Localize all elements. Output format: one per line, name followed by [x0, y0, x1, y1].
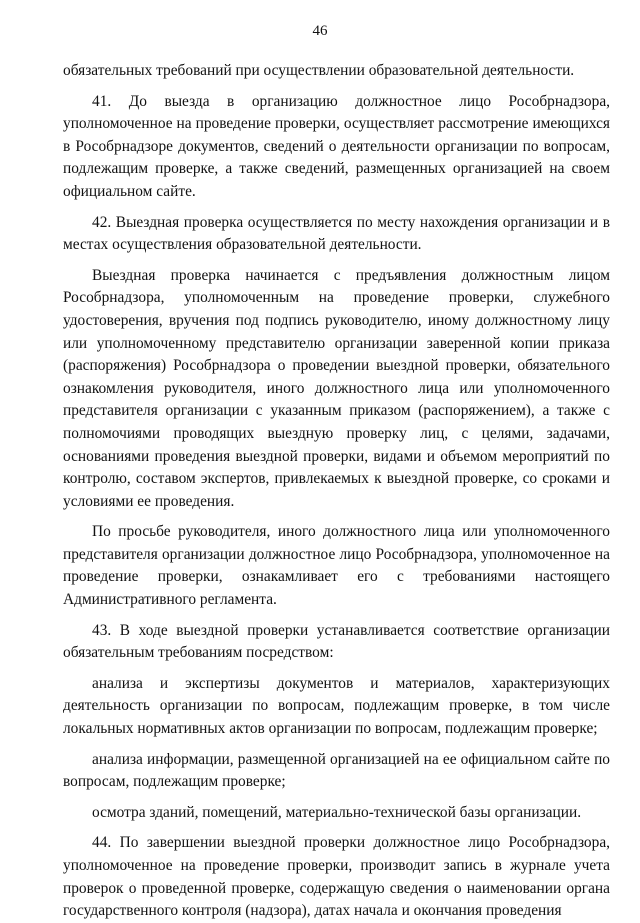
- paragraph-42-inspection-start: Выездная проверка начинается с предъявления должностным лицом Рособрнадзора, уполномоченным на проведение проверки, служебного удостоверения, вручения под подпись руководителю, иному должностному лицу или уполномоченному представителю организации заверенной копии приказа (распоряжения) Рособрнадзора о проведении выездной проверки, обязательного ознакомления руководителя, иного должностного лица или уполномоченного представителя организации с указанным приказом (распоряжением), а также с полномочиями проводящих выездную проверку лиц, с целями, задачами, основаниями проведения выездной проверки, видами и объемом мероприятий по контролю, составом экспертов, привлекаемых к выездной проверке, со сроками и условиями ее проведения.: [63, 266, 610, 510]
- paragraph-43-website-analysis: анализа информации, размещенной организацией на ее официальном сайте по вопросам, подлежащим проверке;: [63, 750, 610, 791]
- page-number: 46: [312, 23, 328, 39]
- paragraph-43-building-inspection: осмотра зданий, помещений, материально-технической базы организации.: [92, 803, 582, 821]
- paragraph-42-regulation-familiarization: По просьбе руководителя, иного должностного лица или уполномоченного представителя организации должностное лицо Рособрнадзора, уполномоченное на проведение проверки, ознакамливает его с требованиями настоящего Административного регламента.: [63, 523, 610, 609]
- paragraph-42: 42. Выездная проверка осуществляется по месту нахождения организации и в местах осуществления образовательной деятельности.: [63, 213, 610, 254]
- document-body: [63, 60, 610, 923]
- paragraph-41: 41. До выезда в организацию должностное лицо Рособрнадзора, уполномоченное на проведение проверки, осуществляет рассмотрение имеющихся в Рособрнадзоре документов, сведений о деятельности организации по вопросам, подлежащим проверке, а также сведений, размещенных организацией на своем официальном сайте.: [63, 92, 610, 200]
- paragraph-44: 44. По завершении выездной проверки должностное лицо Рособрнадзора, уполномоченное на проведение проверки, производит запись в журнале учета проверок о проведенной проверке, содержащую сведения о наименовании органа государственного контроля (надзора), датах начала и окончания проведения: [63, 834, 610, 920]
- paragraph-continuation: обязательных требований при осуществлении образовательной деятельности.: [63, 62, 575, 79]
- paragraph-43-document-analysis: анализа и экспертизы документов и материалов, характеризующих деятельность организации по вопросам, подлежащим проверке, в том числе локальных нормативных актов организации по вопросам, подлежащим проверке;: [63, 674, 610, 738]
- paragraph-43: 43. В ходе выездной проверки устанавливается соответствие организации обязательным требованиям посредством:: [63, 621, 610, 662]
